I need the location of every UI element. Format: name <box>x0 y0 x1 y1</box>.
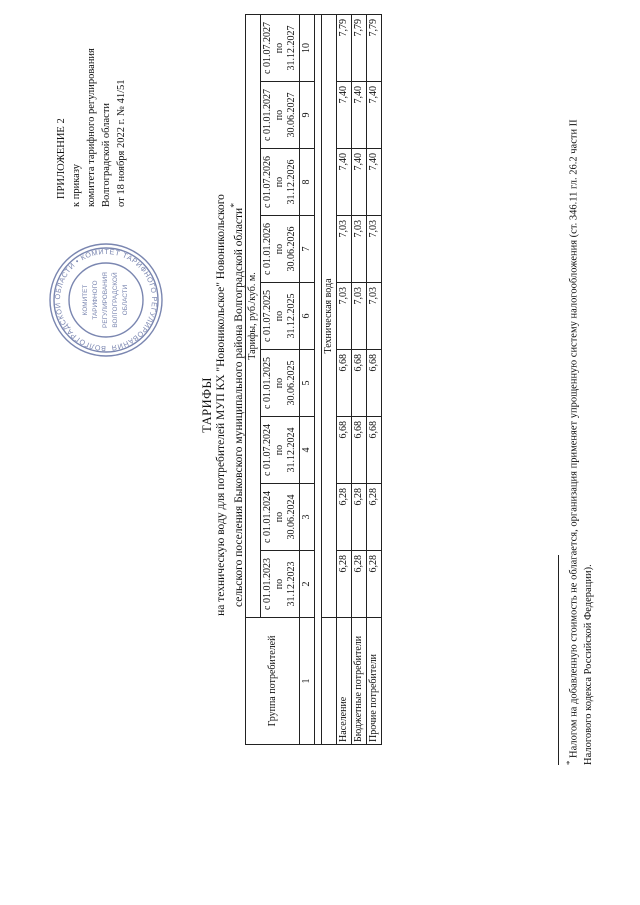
period-header <box>261 551 300 618</box>
tariff-value: 7,40 <box>352 82 367 149</box>
seal-center-text: КОМИТЕТ <box>82 284 89 316</box>
column-number: 3 <box>300 484 315 551</box>
period-header-line: с 01.07.2024 <box>262 424 273 476</box>
column-number: 10 <box>300 15 315 82</box>
period-header-line: с 01.07.2027 <box>262 22 273 74</box>
consumer-group-name: Население <box>337 618 352 745</box>
column-number: 7 <box>300 216 315 283</box>
period-header <box>261 82 300 149</box>
table-row <box>367 15 382 745</box>
consumer-group-name: Бюджетные потребители <box>352 618 367 745</box>
period-header-line: с 01.07.2025 <box>262 290 273 342</box>
tariff-value: 6,28 <box>352 551 367 618</box>
tariff-value: 7,03 <box>367 216 382 283</box>
tariff-value: 6,28 <box>337 551 352 618</box>
footnote-separator <box>558 555 559 765</box>
period-header <box>261 283 300 350</box>
table-row <box>352 15 367 745</box>
column-number: 6 <box>300 283 315 350</box>
period-header <box>261 417 300 484</box>
appendix-title: ПРИЛОЖЕНИЕ 2 <box>56 118 67 199</box>
period-header-line: с 01.01.2023 <box>262 558 273 610</box>
period-header <box>261 15 300 82</box>
tariff-value: 6,68 <box>367 350 382 417</box>
footnote <box>562 65 596 765</box>
period-header-line: по <box>274 42 285 54</box>
tariff-value: 6,28 <box>337 484 352 551</box>
tariff-value: 7,03 <box>367 283 382 350</box>
tariff-value: 7,40 <box>337 149 352 216</box>
spacer-row <box>315 15 322 745</box>
period-header-line: 30.06.2026 <box>286 226 297 272</box>
tariff-value: 7,79 <box>352 15 367 82</box>
period-header-line: 30.06.2027 <box>286 92 297 138</box>
period-header-line: по <box>274 243 285 255</box>
seal-center-text: ВОЛГОГРАДСКОЙ <box>112 272 119 328</box>
tariff-value: 7,40 <box>352 149 367 216</box>
tariff-value: 6,28 <box>367 484 382 551</box>
period-header-line: 31.12.2025 <box>286 293 297 339</box>
tariff-value: 7,03 <box>337 283 352 350</box>
appendix-date-number: от 18 ноября 2022 г. № 41/51 <box>116 79 127 207</box>
period-header <box>261 350 300 417</box>
footnote-text: Налогом на добавленную стоимость не облагается, организация применяет упрощенную систему налогообложения (ст. 346.11 гл. 26.2 части II <box>568 119 580 761</box>
tariff-value: 7,40 <box>337 82 352 149</box>
period-header-line: по <box>274 310 285 322</box>
tariffs-header: Тарифы, руб./куб. м. <box>246 15 261 618</box>
period-header-line: 31.12.2026 <box>286 159 297 205</box>
tariff-value: 7,03 <box>337 216 352 283</box>
seal-center-text: ТАРИФНОГО <box>92 280 99 320</box>
group-column-header: Группа потребителей <box>246 618 300 745</box>
seal-center-text: ОБЛАСТИ <box>122 284 129 316</box>
section-row <box>322 15 337 745</box>
document-subtitle: сельского поселения Быковского муниципального района Волгоградской области* <box>229 202 245 608</box>
footnote-marker: * <box>564 760 574 765</box>
column-number: 1 <box>300 618 315 745</box>
tariff-value: 6,28 <box>352 484 367 551</box>
period-header-line: по <box>274 176 285 188</box>
period-header-line: 30.06.2025 <box>286 360 297 406</box>
column-number: 8 <box>300 149 315 216</box>
document-title: ТАРИФЫ <box>200 377 214 433</box>
period-header-line: по <box>274 377 285 389</box>
document-title-block <box>200 45 246 765</box>
period-header <box>261 149 300 216</box>
column-number: 5 <box>300 350 315 417</box>
tariff-value: 7,79 <box>337 15 352 82</box>
period-header-line: 31.12.2027 <box>286 25 297 71</box>
appendix-line: к приказу <box>71 164 82 207</box>
footnote-text: Налогового кодекса Российской Федерации). <box>582 564 594 765</box>
period-header <box>261 216 300 283</box>
period-header-line: по <box>274 511 285 523</box>
period-header-line: с 01.07.2026 <box>262 156 273 208</box>
period-header-line: по <box>274 109 285 121</box>
period-header-line: с 01.01.2025 <box>262 357 273 409</box>
column-number: 4 <box>300 417 315 484</box>
tariff-value: 6,68 <box>367 417 382 484</box>
document-subtitle: на техническую воду для потребителей МУП КХ "Новоникольское" Новоникольского <box>215 194 227 616</box>
column-number-row <box>300 15 315 745</box>
appendix-reference <box>54 0 129 319</box>
period-header-line: 31.12.2023 <box>286 561 297 607</box>
seal-ring-text: ВОЛГОГРАДСКОЙ ОБЛАСТИ • КОМИТЕТ ТАРИФНОГО РЕГУЛИРОВАНИЯ <box>52 246 160 354</box>
appendix-line: комитета тарифного регулирования <box>86 48 97 207</box>
tariff-table <box>245 14 382 745</box>
tariff-value: 7,03 <box>352 216 367 283</box>
consumer-group-name: Прочие потребители <box>367 618 382 745</box>
tariff-value: 6,68 <box>337 417 352 484</box>
tariff-value: 6,68 <box>337 350 352 417</box>
column-number: 2 <box>300 551 315 618</box>
tariff-value: 7,79 <box>367 15 382 82</box>
column-number: 9 <box>300 82 315 149</box>
period-header-line: с 01.01.2026 <box>262 223 273 275</box>
tariff-value: 6,28 <box>367 551 382 618</box>
tariff-value: 6,68 <box>352 417 367 484</box>
footnote-marker: * <box>229 202 240 208</box>
period-header-line: с 01.01.2024 <box>262 491 273 543</box>
period-header-line: по <box>274 444 285 456</box>
period-header-line: по <box>274 578 285 590</box>
table-row <box>337 15 352 745</box>
tariff-value: 7,03 <box>352 283 367 350</box>
seal-center-text: РЕГУЛИРОВАНИЯ <box>102 272 109 328</box>
section-title: Техническая вода <box>322 15 337 618</box>
tariff-value: 7,40 <box>367 82 382 149</box>
period-header-line: 31.12.2024 <box>286 427 297 473</box>
period-header-line: 30.06.2024 <box>286 494 297 540</box>
appendix-line: Волгоградской области <box>101 102 112 207</box>
tariff-value: 7,40 <box>367 149 382 216</box>
period-header-line: с 01.01.2027 <box>262 89 273 141</box>
tariff-value: 6,68 <box>352 350 367 417</box>
period-header <box>261 484 300 551</box>
